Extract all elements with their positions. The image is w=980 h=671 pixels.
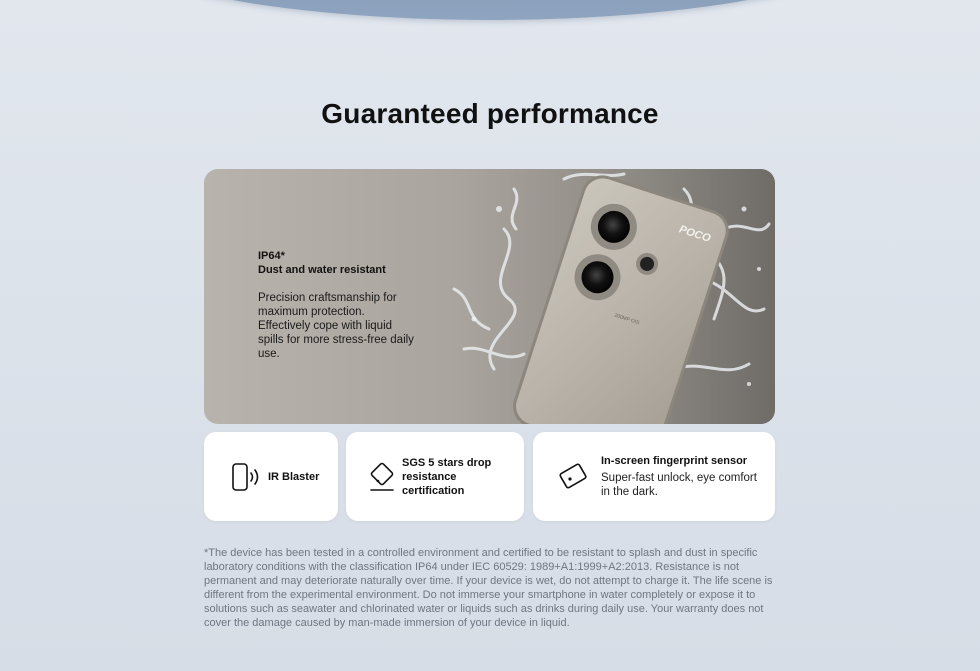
feature-card-fingerprint [533,432,775,521]
feature-label-fingerprint: In-screen fingerprint sensor [601,455,748,467]
feature-label-drop-resistance: SGS 5 stars drop resistance certification [402,456,492,497]
phone-ir-icon [226,457,266,497]
hero-text-block [258,249,418,361]
feature-label-ir-blaster: IR Blaster [268,470,320,483]
feature-card-ir-blaster [204,432,338,521]
hero-description: Precision craftsmanship for maximum protection. Effectively cope with liquid spills for more stress-free daily use. [258,292,414,360]
hero-banner [204,169,775,424]
section-title: Guaranteed performance [321,98,659,129]
legal-disclaimer: *The device has been tested in a controlled environment and certified to be resistant to splash and dust in specific laboratory conditions with the classification IP64 under IEC 60529: 1989+A1:1999+A2:2013. Resistance is not permanent and may deteriorate naturally over time. If your device is wet, do not attempt to charge it. The life scene is different from the experimental environment. Do not immerse your smartphone in water completely or expose it to solutions such as seawater and chlorinated water or liquids such as drinks during daily use. Your warranty does not cover the damage caused by man-made immersion of your device in liquid. [204,547,773,629]
feature-card-drop-resistance [346,432,524,521]
fingerprint-phone-icon [553,457,593,497]
hero-heading: Dust and water resistant [258,264,386,276]
top-decorative-arc [100,0,880,20]
drop-test-icon [362,457,402,497]
svg-text:POCO: POCO [677,223,713,245]
svg-text:200MP OIS: 200MP OIS [613,312,640,327]
fingerprint-text-block [601,454,761,499]
feature-desc-fingerprint: Super-fast unlock, eye comfort in the dark. [601,472,757,498]
phone-back [509,172,732,424]
hero-rating: IP64* [258,250,285,262]
